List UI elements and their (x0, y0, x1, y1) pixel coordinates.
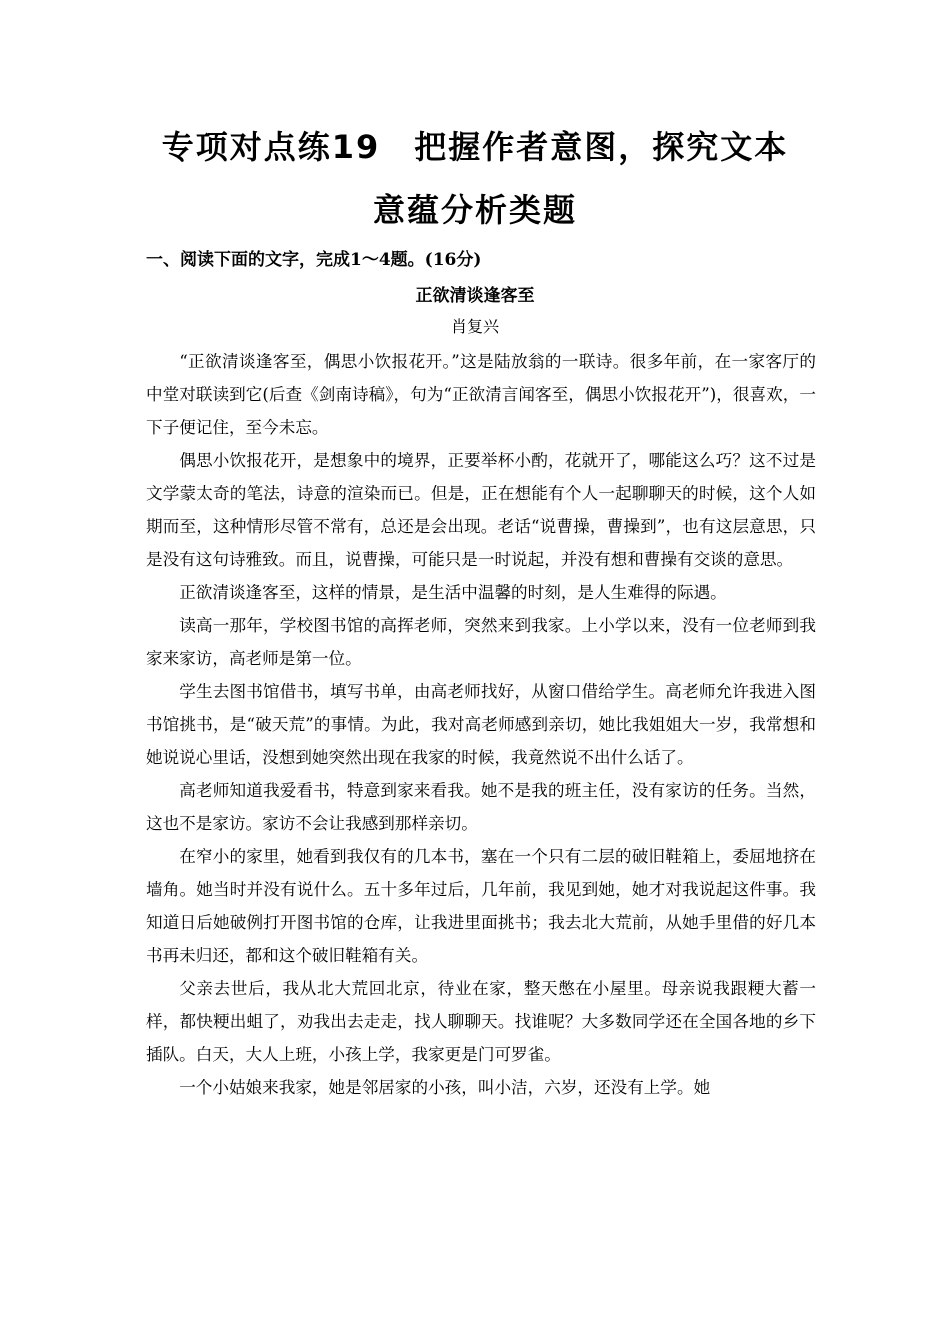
paragraph: “正欲清谈逢客至，偶思小饮报花开。”这是陆放翁的一联诗。很多年前，在一家客厅的中堂对联读到它(后查《剑南诗稿》，句为“正欲清言闻客至，偶思小饮报花开”)，很喜欢，一下子便记住，至今未忘。 (146, 352, 816, 437)
paragraph: 读高一那年，学校图书馆的高挥老师，突然来到我家。上小学以来，没有一位老师到我家来家访，高老师是第一位。 (146, 616, 816, 668)
page-title-line-2: 意蕴分析类题 (372, 191, 577, 229)
paragraph: 在窄小的家里，她看到我仅有的几本书，塞在一个只有二层的破旧鞋箱上，委屈地挤在墙角。她当时并没有说什么。五十多年过后，几年前，我见到她，她才对我说起这件事。我知道日后她破例打开图书馆的仓库，让我进里面挑书；我去北大荒前，从她手里借的好几本书再未归还，都和这个破旧鞋箱有关。 (146, 847, 816, 965)
section-heading: 一、阅读下面的文字，完成1～4题。(16分) (146, 250, 482, 270)
paragraph: 父亲去世后，我从北大荒回北京，待业在家，整天憋在小屋里。母亲说我跟粳大蓄一样，都快粳出蛆了，劝我出去走走，找人聊聊天。找谁呢？大多数同学还在全国各地的乡下插队。白天，大人上班，小孩上学，我家更是门可罗雀。 (146, 979, 816, 1064)
paragraph: 一个小姑娘来我家，她是邻居家的小孩，叫小洁，六岁，还没有上学。她 (179, 1078, 711, 1097)
article-author: 肖复兴 (450, 317, 499, 336)
page-title-line-1: 专项对点练19 把握作者意图，探究文本 (161, 128, 789, 166)
article-title: 正欲清谈逢客至 (415, 286, 535, 306)
article-body (146, 345, 816, 1104)
paragraph: 高老师知道我爱看书，特意到家来看我。她不是我的班主任，没有家访的任务。当然，这也不是家访。家访不会让我感到那样亲切。 (146, 781, 816, 833)
paragraph: 学生去图书馆借书，填写书单，由高老师找好，从窗口借给学生。高老师允许我进入图书馆挑书，是“破天荒”的事情。为此，我对高老师感到亲切，她比我姐姐大一岁，我常想和她说说心里话，没想到她突然出现在我家的时候，我竟然说不出什么话了。 (146, 682, 816, 767)
paragraph: 正欲清谈逢客至，这样的情景，是生活中温馨的时刻，是人生难得的际遇。 (179, 583, 727, 602)
paragraph: 偶思小饮报花开，是想象中的境界，正要举杯小酌，花就开了，哪能这么巧？这不过是文学蒙太奇的笔法，诗意的渲染而已。但是，正在想能有个人一起聊聊天的时候，这个人如期而至，这种情形尽管不常有，总还是会出现。老话“说曹操，曹操到”，也有这层意思，只是没有这句诗雅致。而且，说曹操，可能只是一时说起，并没有想和曹操有交谈的意思。 (146, 451, 816, 569)
